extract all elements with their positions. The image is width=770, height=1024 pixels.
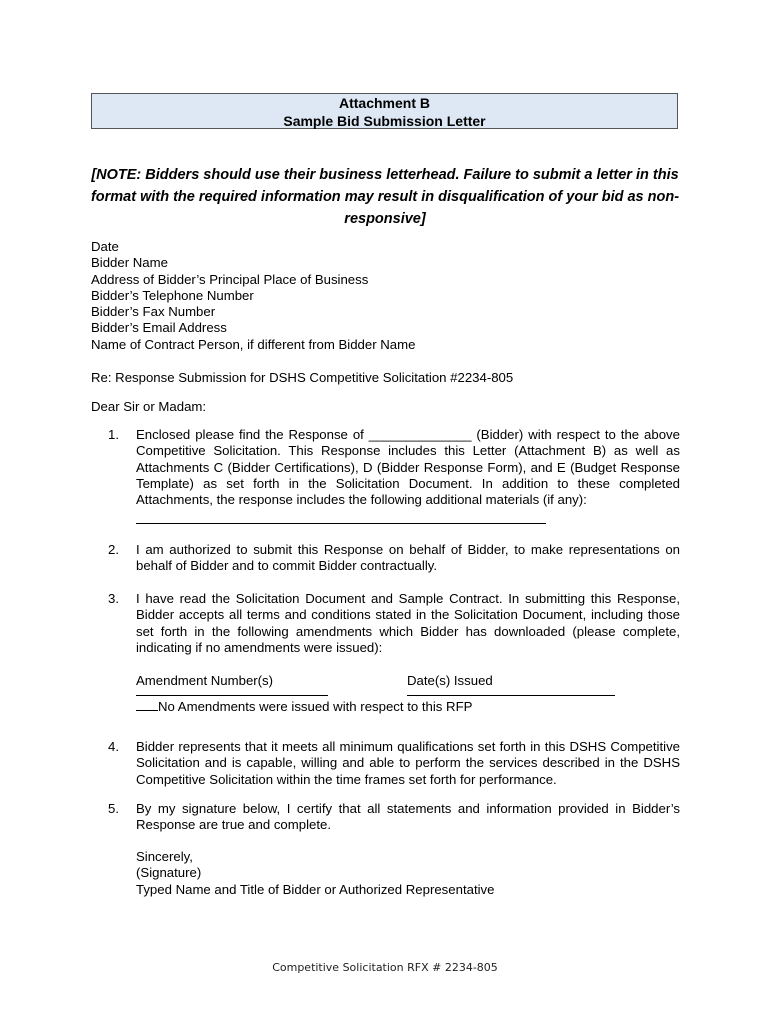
attachment-title-box	[91, 93, 678, 129]
list-number: 5.	[108, 801, 119, 816]
list-item-2	[108, 542, 680, 575]
list-text: I have read the Solicitation Document and Sample Contract. In submitting this Response, Bidder accepts all terms and conditions stated in the Solicitation Document, including those set forth in the following amendments which Bidder has downloaded (please complete, indicating if no amendments were issued):	[136, 591, 680, 655]
closing-sincerely: Sincerely,	[136, 849, 193, 864]
amendment-number-blank	[136, 695, 328, 696]
list-item-4	[108, 739, 680, 788]
sender-address: Address of Bidder’s Principal Place of Business	[91, 271, 369, 287]
list-item-3	[108, 591, 680, 656]
sender-date: Date	[91, 239, 119, 254]
sender-telephone: Bidder’s Telephone Number	[91, 287, 254, 303]
amendments-block	[108, 673, 680, 723]
date-issued-header: Date(s) Issued	[407, 673, 493, 688]
page-footer: Competitive Solicitation RFX # 2234-805	[272, 961, 498, 974]
list-text: Enclosed please find the Response of ______________ (Bidder) with respect to the above Competitive Solicitation. This Response includes this Letter (Attachment B) as well as Attachments C (Bidder Certifications), D (Bidder Response Form), and E (Budget Response Template) as set forth in the Solicitation Document. In addition to these completed Attachments, the response includes the following additional materials (if any):	[136, 427, 680, 524]
no-amendments-blank	[136, 698, 158, 711]
additional-materials-blank	[136, 509, 546, 524]
sender-bidder-name: Bidder Name	[91, 255, 168, 271]
closing-block	[136, 849, 494, 898]
note-paragraph: [NOTE: Bidders should use their business letterhead. Failure to submit a letter in this format with the required information may result in disqualification of your bid as non-responsive]	[90, 167, 680, 227]
re-line: Re: Response Submission for DSHS Competitive Solicitation #2234-805	[91, 370, 514, 385]
sender-contact-person: Name of Contract Person, if different from Bidder Name	[91, 336, 416, 352]
sender-fax: Bidder’s Fax Number	[91, 304, 216, 320]
sender-info-block	[91, 239, 681, 353]
sender-email: Bidder’s Email Address	[91, 320, 227, 336]
no-amendments-line: No Amendments were issued with respect to this RFP	[136, 698, 472, 715]
list-text: Bidder represents that it meets all minimum qualifications set forth in this DSHS Competitive Solicitation and is capable, willing and able to perform the services described in the DSHS Competitive Solicitation within the time frames set forth for performance.	[136, 739, 680, 787]
document-title: Sample Bid Submission Letter	[283, 113, 486, 129]
list-text: By my signature below, I certify that all statements and information provided in Bidder’s Response are true and complete.	[136, 801, 680, 833]
list-number: 1.	[108, 427, 119, 442]
list-number: 4.	[108, 739, 119, 754]
closing-typed-name: Typed Name and Title of Bidder or Authorized Representative	[136, 881, 495, 897]
closing-signature: (Signature)	[136, 865, 202, 881]
list-item-1	[108, 427, 680, 524]
amendment-number-header: Amendment Number(s)	[136, 673, 274, 688]
list-number: 3.	[108, 591, 119, 606]
list-text: I am authorized to submit this Response on behalf of Bidder, to make representations on behalf of Bidder and to commit Bidder contractually.	[136, 542, 680, 574]
list-number: 2.	[108, 542, 119, 557]
date-issued-blank	[407, 695, 615, 696]
attachment-label: Attachment B	[338, 95, 430, 111]
list-item-5	[108, 801, 680, 834]
salutation: Dear Sir or Madam:	[91, 399, 207, 414]
